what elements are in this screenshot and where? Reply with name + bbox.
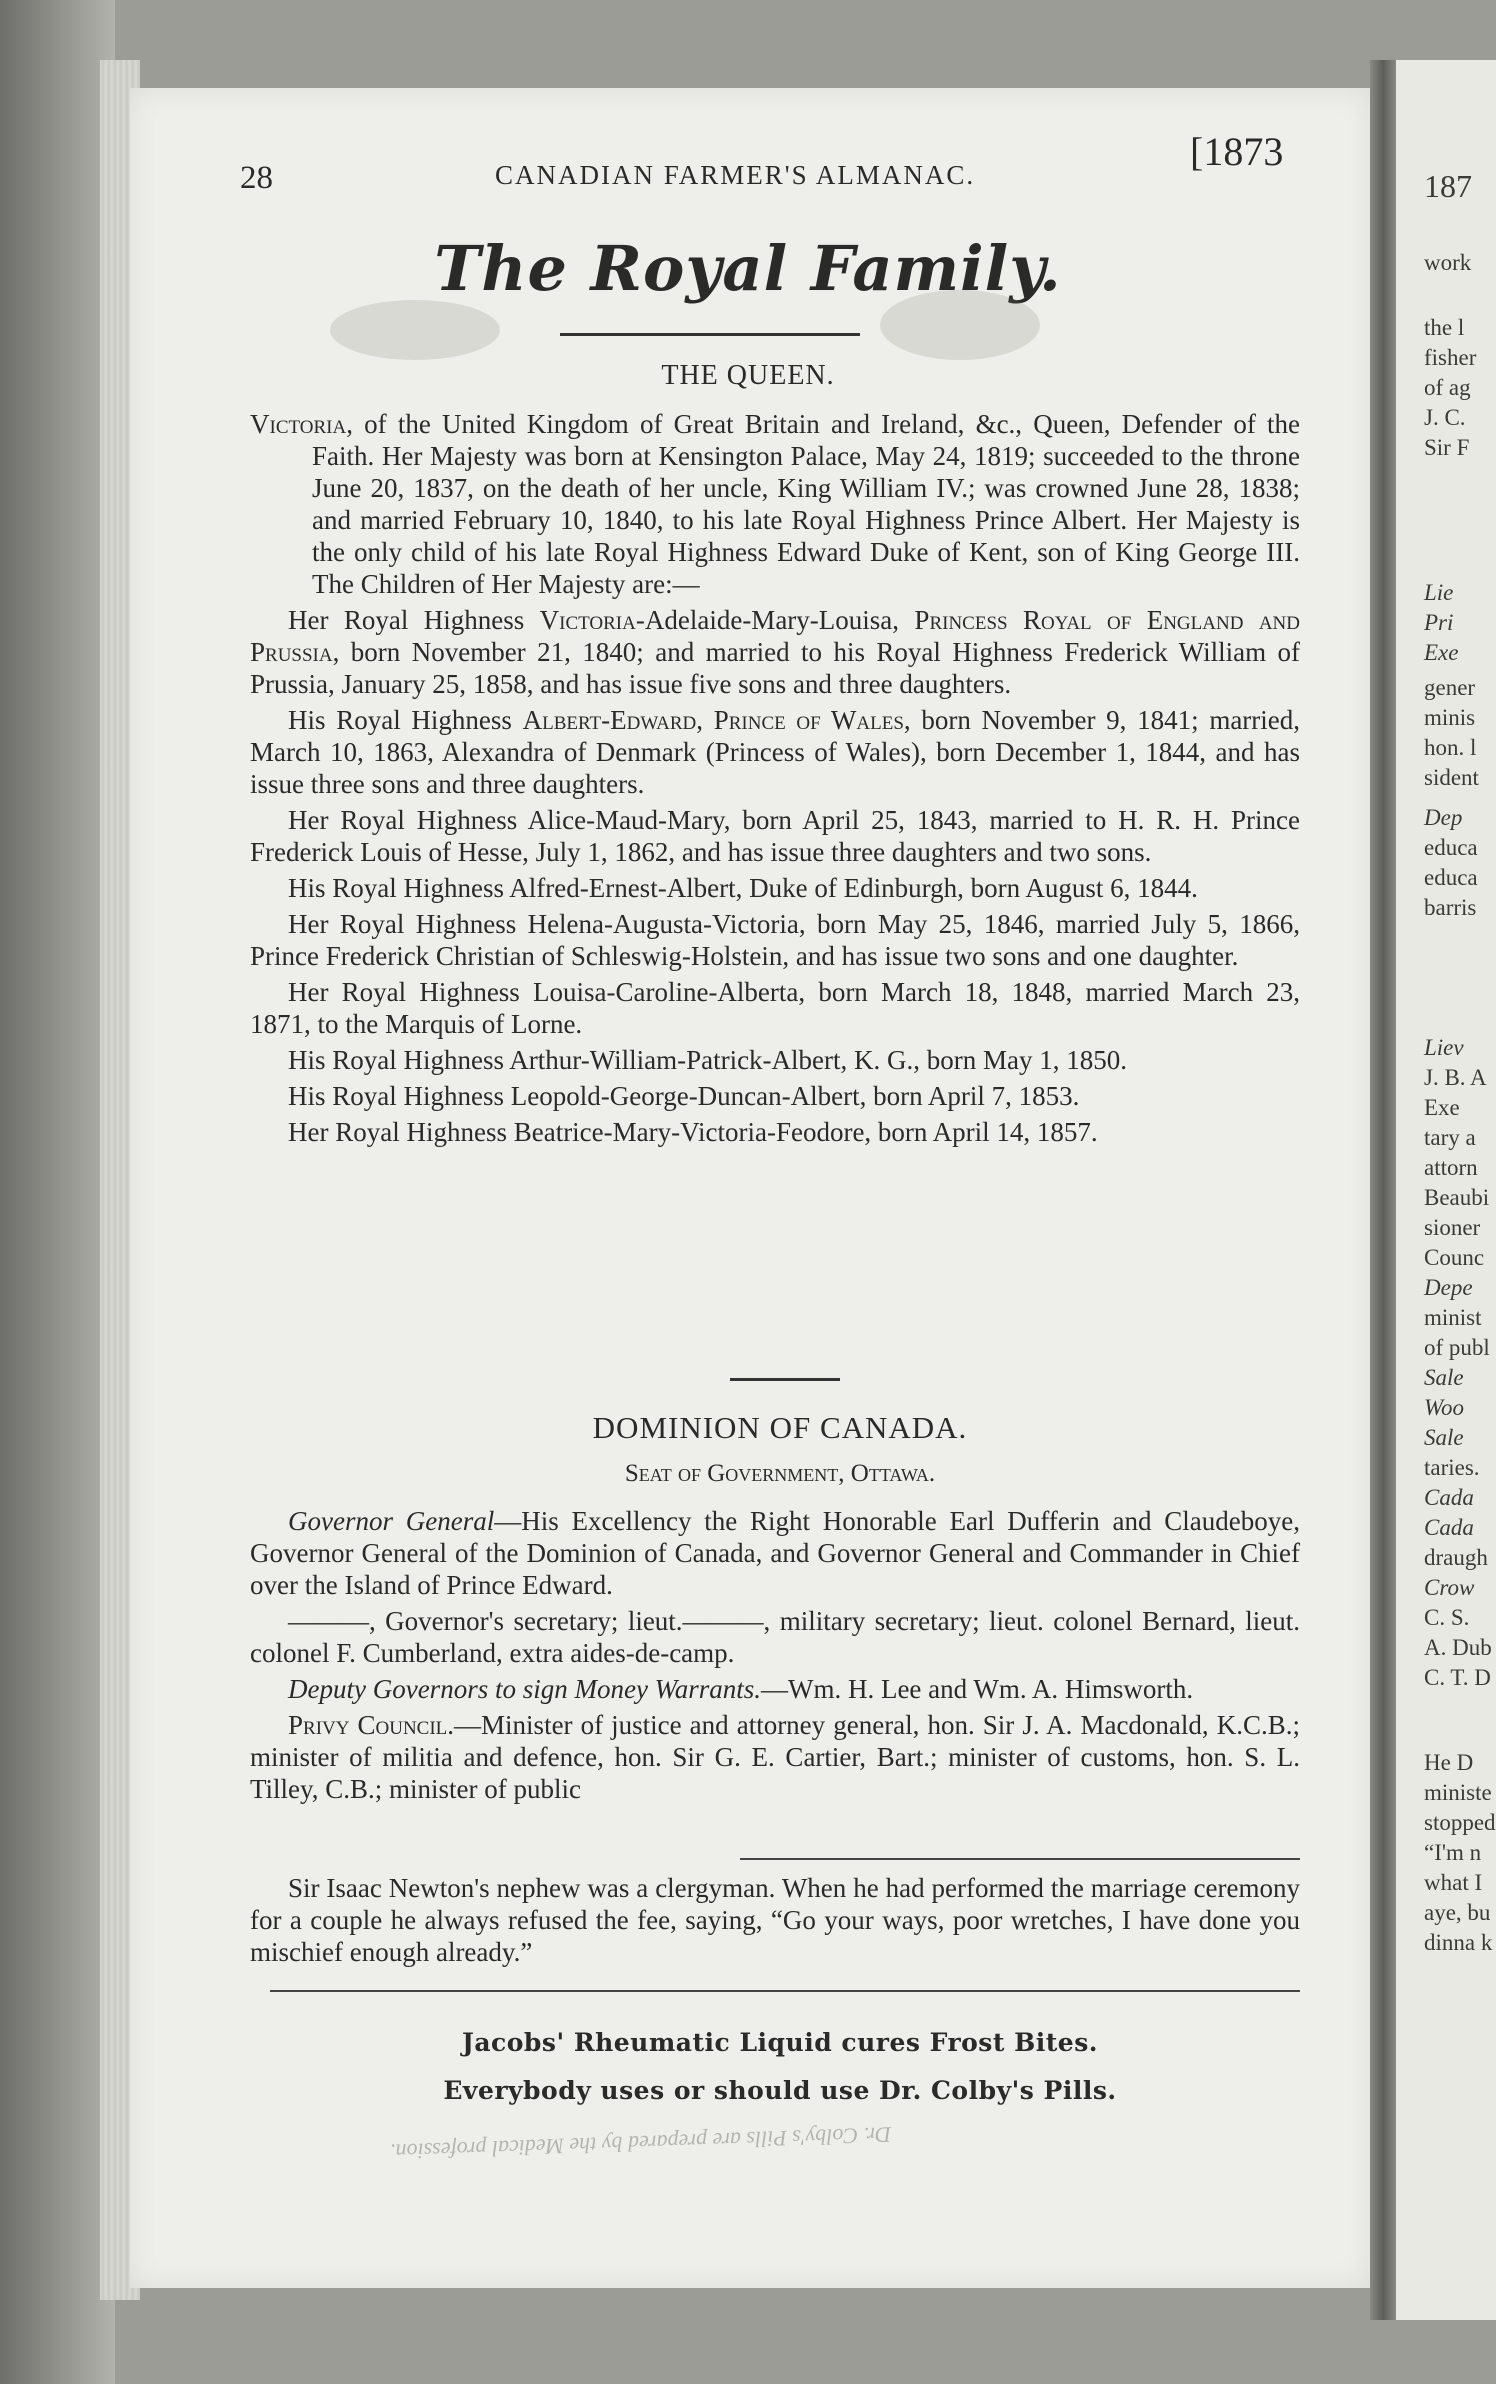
facing-page-fragment: Woo <box>1424 1395 1465 1420</box>
facing-page-fragment: Liev <box>1424 1035 1464 1060</box>
entry-label: Deputy Governors to sign Money Warrants. <box>288 1674 761 1704</box>
facing-page-fragment: of ag <box>1424 375 1471 400</box>
facing-page <box>1396 60 1496 2320</box>
advertisement-line: Everybody uses or should use Dr. Colby's Pills. <box>443 2076 1117 2105</box>
section-divider <box>730 1378 840 1381</box>
paragraph-child: His Royal Highness Alfred-Ernest-Albert, Duke of Edinburgh, born August 6, 1844. <box>288 873 1198 903</box>
facing-page-fragment: dinna k <box>1424 1930 1493 1955</box>
book-gutter <box>1370 60 1396 2320</box>
facing-page-fragment: Lie <box>1424 580 1454 605</box>
seat-of-government: Seat of Government, Ottawa. <box>624 1460 936 1487</box>
facing-page-fragment: Depe <box>1424 1275 1473 1300</box>
section-title: The Royal Family. <box>434 232 1062 305</box>
subheading-the-queen: THE QUEEN. <box>661 360 835 391</box>
facing-page-fragment: sident <box>1424 765 1479 790</box>
small-caps-name: Victoria <box>539 605 636 635</box>
small-caps-title: Princess Royal of England and Prussia <box>250 605 1300 667</box>
year-mark: [1873 <box>1190 129 1284 174</box>
facing-page-fragment: A. Dub <box>1424 1635 1492 1660</box>
facing-page-fragment: 187 <box>1424 168 1472 204</box>
footer-rule <box>740 1858 1300 1860</box>
deputy-governors-entry <box>250 1673 1300 1705</box>
entry-text: —His Excellency the Right Honorable Earl Dufferin and Claudeboye, Governor General of the Dominion of Canada, and Governor General and Commander in Chief over the Island of Prince Edward. <box>250 1506 1300 1600</box>
facing-page-fragment: barris <box>1424 895 1477 920</box>
page-number: 28 <box>240 160 273 196</box>
anecdote-text: Sir Isaac Newton's nephew was a clergyman. When he had performed the marriage ceremony for a couple he always refused the fee, saying, “Go your ways, poor wretches, I have done you mischief enough already.” <box>250 1873 1300 1967</box>
facing-page-fragment: taries. <box>1424 1455 1480 1480</box>
governor-general-entry <box>250 1505 1300 1601</box>
facing-page-fragment: Sir F <box>1424 435 1470 460</box>
paragraph-child <box>250 604 1300 700</box>
dominion-text <box>250 1505 1300 1809</box>
facing-page-fragment: Pri <box>1424 610 1454 635</box>
paragraph-child: Her Royal Highness Helena-Augusta-Victoria, born May 25, 1846, married July 5, 1866, Prince Frederick Christian of Schleswig-Holstein, and has issue two sons and one daughter. <box>250 909 1300 971</box>
facing-page-fragment: Counc <box>1424 1245 1485 1270</box>
facing-page-fragment: Dep <box>1424 805 1463 830</box>
facing-page-fragment: “I'm n <box>1424 1840 1482 1865</box>
facing-page-fragment: work <box>1424 250 1472 275</box>
entry-text: —Wm. H. Lee and Wm. A. Himsworth. <box>760 1674 1194 1704</box>
facing-page-fragment: minis <box>1424 705 1476 730</box>
facing-page-fragment: tary a <box>1424 1125 1476 1150</box>
facing-page-fragment: attorn <box>1424 1155 1478 1180</box>
lead-word: Victoria <box>250 409 347 439</box>
privy-council-entry <box>250 1709 1300 1805</box>
paragraph-text: , born November 21, 1840; and married to his Royal Highness Frederick William of Prussia, January 25, 1858, and has issue five sons and three daughters. <box>250 637 1300 699</box>
facing-page-fragment: Beaubi <box>1424 1185 1490 1210</box>
paragraph-child <box>250 704 1300 800</box>
stamp-mark <box>880 290 1040 360</box>
entry-label: Privy Council. <box>288 1710 455 1740</box>
small-caps-name: Albert-Edward, Prince of Wales <box>522 705 904 735</box>
facing-page-fragment: draugh <box>1424 1545 1488 1570</box>
facing-page-fragment: fisher <box>1424 345 1477 370</box>
facing-page-fragment: the l <box>1424 315 1465 340</box>
bleed-through-text: Dr. Colby's Pills are prepared by the Medical profession. <box>389 2122 892 2165</box>
facing-page-fragment: what I <box>1424 1870 1483 1895</box>
facing-page-fragment: educa <box>1424 835 1478 860</box>
facing-page-fragment: educa <box>1424 865 1478 890</box>
title-rule <box>560 333 860 336</box>
running-title: CANADIAN FARMER'S ALMANAC. <box>495 160 976 190</box>
anecdote-rule <box>270 1990 1300 1992</box>
facing-page-fragment: Crow <box>1424 1575 1475 1600</box>
facing-page-fragment: hon. l <box>1424 735 1477 760</box>
paragraph-child: His Royal Highness Leopold-George-Duncan-Albert, born April 7, 1853. <box>288 1081 1080 1111</box>
advertisement-line: Jacobs' Rheumatic Liquid cures Frost Bites. <box>461 2028 1098 2057</box>
royal-family-text <box>250 408 1300 1152</box>
facing-page-fragment: sioner <box>1424 1215 1481 1240</box>
facing-page-fragment: Sale <box>1424 1425 1464 1450</box>
facing-page-fragment: Sale <box>1424 1365 1464 1390</box>
paragraph-child: Her Royal Highness Louisa-Caroline-Alberta, born March 18, 1848, married March 23, 1871, to the Marquis of Lorne. <box>250 977 1300 1039</box>
stamp-mark <box>330 300 500 360</box>
entry-label: Governor General <box>288 1506 495 1536</box>
paragraph-child: His Royal Highness Arthur-William-Patrick-Albert, K. G., born May 1, 1850. <box>288 1045 1128 1075</box>
facing-page-fragment: stopped <box>1424 1810 1496 1835</box>
facing-page-fragment: gener <box>1424 675 1476 700</box>
facing-page-fragment: Exe <box>1424 640 1459 665</box>
dominion-heading: DOMINION OF CANADA. <box>592 1410 968 1445</box>
facing-page-fragment: J. C. <box>1424 405 1466 430</box>
paragraph-child: Her Royal Highness Alice-Maud-Mary, born April 25, 1843, married to H. R. H. Prince Frederick Louis of Hesse, July 1, 1862, and has issue three daughters and two sons. <box>250 805 1300 867</box>
facing-page-fragment: ministe <box>1424 1780 1492 1805</box>
secretary-entry: ———, Governor's secretary; lieut.———, military secretary; lieut. colonel Bernard, lieut. colonel F. Cumberland, extra aides-de-camp. <box>250 1606 1300 1668</box>
facing-page-fragment: J. B. A <box>1424 1065 1487 1090</box>
anecdote-box <box>250 1872 1300 1972</box>
facing-page-fragment: Cada <box>1424 1515 1474 1540</box>
facing-page-fragment: aye, bu <box>1424 1900 1491 1925</box>
paragraph-text: -Adelaide-Mary-Louisa, <box>635 605 915 635</box>
facing-page-fragment: Exe <box>1424 1095 1460 1120</box>
paragraph-text: Her Royal Highness <box>288 605 540 635</box>
book-edge <box>0 0 115 2384</box>
paragraph-text: , born November 9, 1841; married, March 10, 1863, Alexandra of Denmark (Princess of Wales), born December 1, 1844, and has issue three sons and three daughters. <box>250 705 1301 799</box>
facing-page-fragment: Cada <box>1424 1485 1474 1510</box>
paragraph-queen <box>250 408 1300 600</box>
facing-page-fragment: C. S. <box>1424 1605 1470 1630</box>
paragraph-text: His Royal Highness <box>288 705 523 735</box>
paragraph-child: Her Royal Highness Beatrice-Mary-Victoria-Feodore, born April 14, 1857. <box>288 1117 1098 1147</box>
facing-page-fragment: minist <box>1424 1305 1482 1330</box>
facing-page-fragment: C. T. D <box>1424 1665 1491 1690</box>
facing-page-fragment: of publ <box>1424 1335 1490 1360</box>
entry-text: —Minister of justice and attorney general, hon. Sir J. A. Macdonald, K.C.B.; minister of militia and defence, hon. Sir G. E. Cartier, Bart.; minister of customs, hon. S. L. Tilley, C.B.; minister of public <box>250 1710 1300 1804</box>
paragraph-text: , of the United Kingdom of Great Britain and Ireland, &c., Queen, Defender of the Faith. Her Majesty was born at Kensington Palace, May 24, 1819; succeeded to the throne June 20, 1837, on the death of her uncle, King William IV.; was crowned June 28, 1838; and married February 10, 1840, to his late Royal Highness Prince Albert. Her Majesty is the only child of his late Royal Highness Edward Duke of Kent, son of King George III. The Children of Her Majesty are:— <box>312 409 1300 599</box>
facing-page-fragment: He D <box>1424 1750 1474 1775</box>
